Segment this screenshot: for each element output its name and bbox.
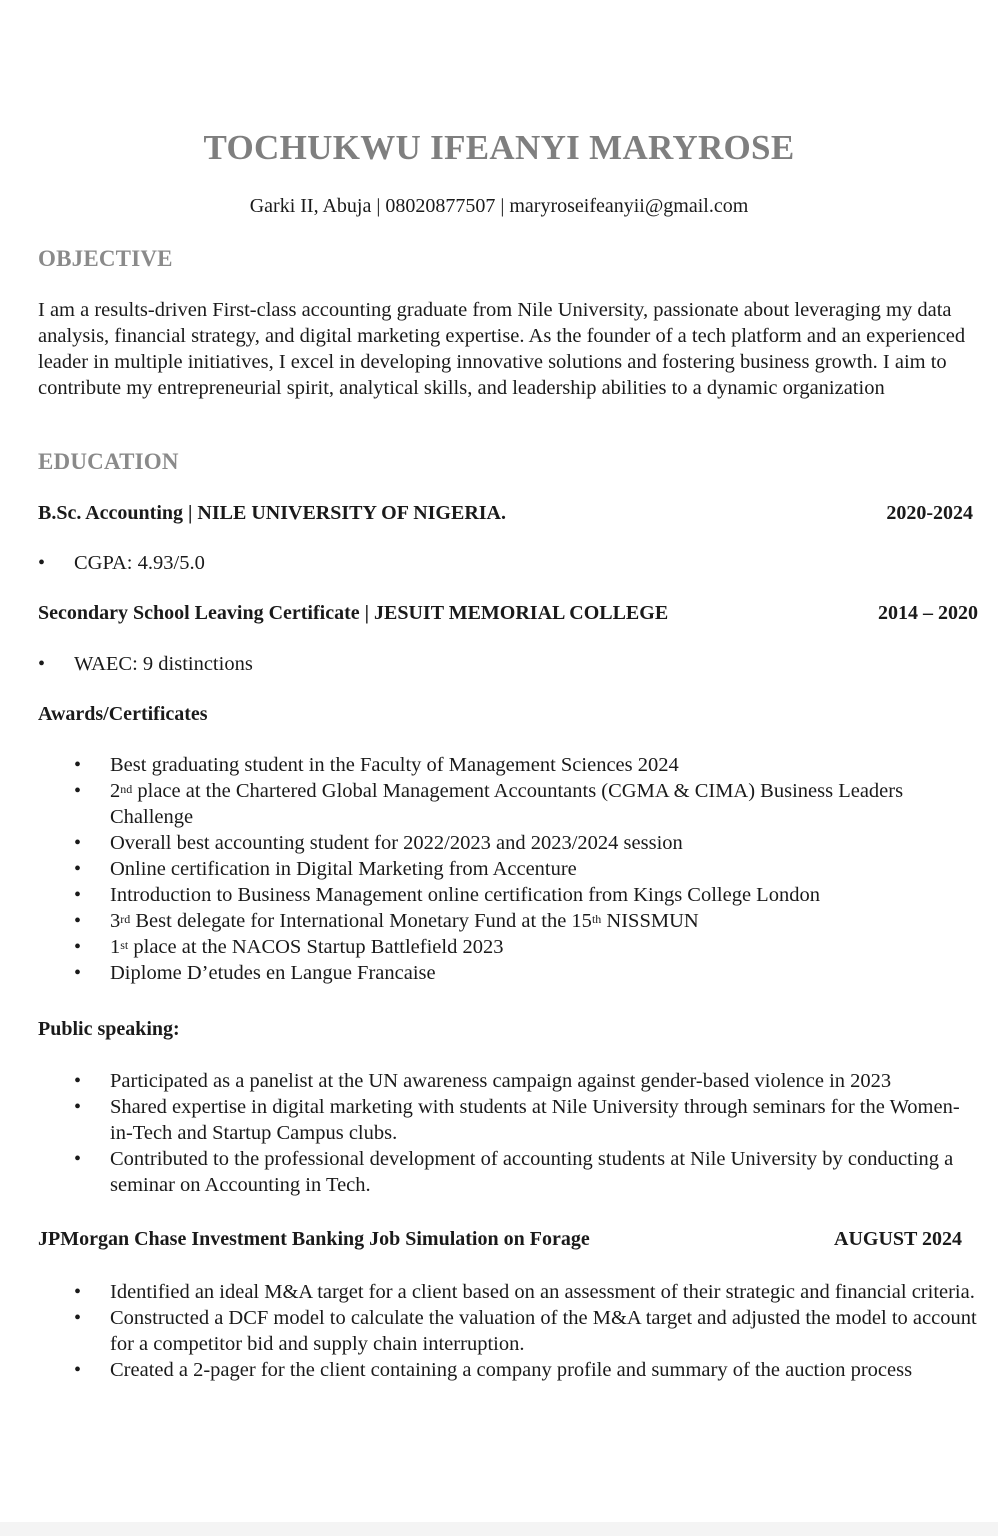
- awards-list: [110, 752, 980, 986]
- education-entry-title: B.Sc. Accounting | NILE UNIVERSITY OF NIGERIA.: [38, 502, 506, 524]
- contact-line: Garki II, Abuja | 08020877507 | maryroseifeanyii@gmail.com: [249, 195, 749, 217]
- list-item: • Introduction to Business Management online certification from Kings College London: [110, 882, 980, 908]
- experience-title: JPMorgan Chase Investment Banking Job Simulation on Forage: [38, 1228, 590, 1250]
- resume-name: TOCHUKWU IFEANYI MARYROSE: [203, 128, 795, 167]
- list-item: • Contributed to the professional development of accounting students at Nile University by conducting a seminar on Accounting in Tech.: [110, 1146, 970, 1198]
- list-item: • 1st place at the NACOS Startup Battlefield 2023: [110, 934, 980, 960]
- public-speaking-heading: Public speaking:: [38, 1018, 180, 1040]
- education-entry-date: 2014 – 2020: [878, 602, 978, 624]
- list-item: • WAEC: 9 distinctions: [74, 651, 954, 677]
- list-item: • 3rd Best delegate for International Monetary Fund at the 15th NISSMUN: [110, 908, 980, 934]
- list-item: • Shared expertise in digital marketing with students at Nile University through seminars for the Women-in-Tech and Startup Campus clubs.: [110, 1094, 970, 1146]
- public-speaking-list: [110, 1068, 970, 1198]
- education-heading: EDUCATION: [38, 449, 179, 474]
- experience-list: [110, 1279, 985, 1383]
- education-bullets: [74, 651, 954, 677]
- list-item: • Constructed a DCF model to calculate the valuation of the M&A target and adjusted the model to account for a competitor bid and supply chain interruption.: [110, 1305, 985, 1357]
- list-item: • Participated as a panelist at the UN awareness campaign against gender-based violence in 2023: [110, 1068, 970, 1094]
- list-item: • Identified an ideal M&A target for a client based on an assessment of their strategic and financial criteria.: [110, 1279, 985, 1305]
- objective-heading: OBJECTIVE: [38, 246, 173, 271]
- list-item: • Best graduating student in the Faculty of Management Sciences 2024: [110, 752, 980, 778]
- education-bullets: [74, 550, 954, 576]
- list-item: • CGPA: 4.93/5.0: [74, 550, 954, 576]
- list-item: • Diplome D’etudes en Langue Francaise: [110, 960, 980, 986]
- education-entry-date: 2020-2024: [886, 502, 973, 524]
- page-bottom-edge: [0, 1522, 998, 1536]
- experience-date: AUGUST 2024: [834, 1228, 962, 1250]
- list-item: • Created a 2-pager for the client containing a company profile and summary of the auction process: [110, 1357, 985, 1383]
- education-entry-title: Secondary School Leaving Certificate | JESUIT MEMORIAL COLLEGE: [38, 602, 669, 624]
- list-item: • Online certification in Digital Marketing from Accenture: [110, 856, 980, 882]
- list-item: • 2nd place at the Chartered Global Management Accountants (CGMA & CIMA) Business Leaders Challenge: [110, 778, 980, 830]
- awards-heading: Awards/Certificates: [38, 703, 208, 725]
- list-item: • Overall best accounting student for 2022/2023 and 2023/2024 session: [110, 830, 980, 856]
- objective-text: I am a results-driven First-class accounting graduate from Nile University, passionate about leveraging my data analysis, financial strategy, and digital marketing expertise. As the founder of a tech platform and an experienced leader in multiple initiatives, I excel in developing innovative solutions and fostering business growth. I aim to contribute my entrepreneurial spirit, analytical skills, and leadership abilities to a dynamic organization: [38, 299, 966, 399]
